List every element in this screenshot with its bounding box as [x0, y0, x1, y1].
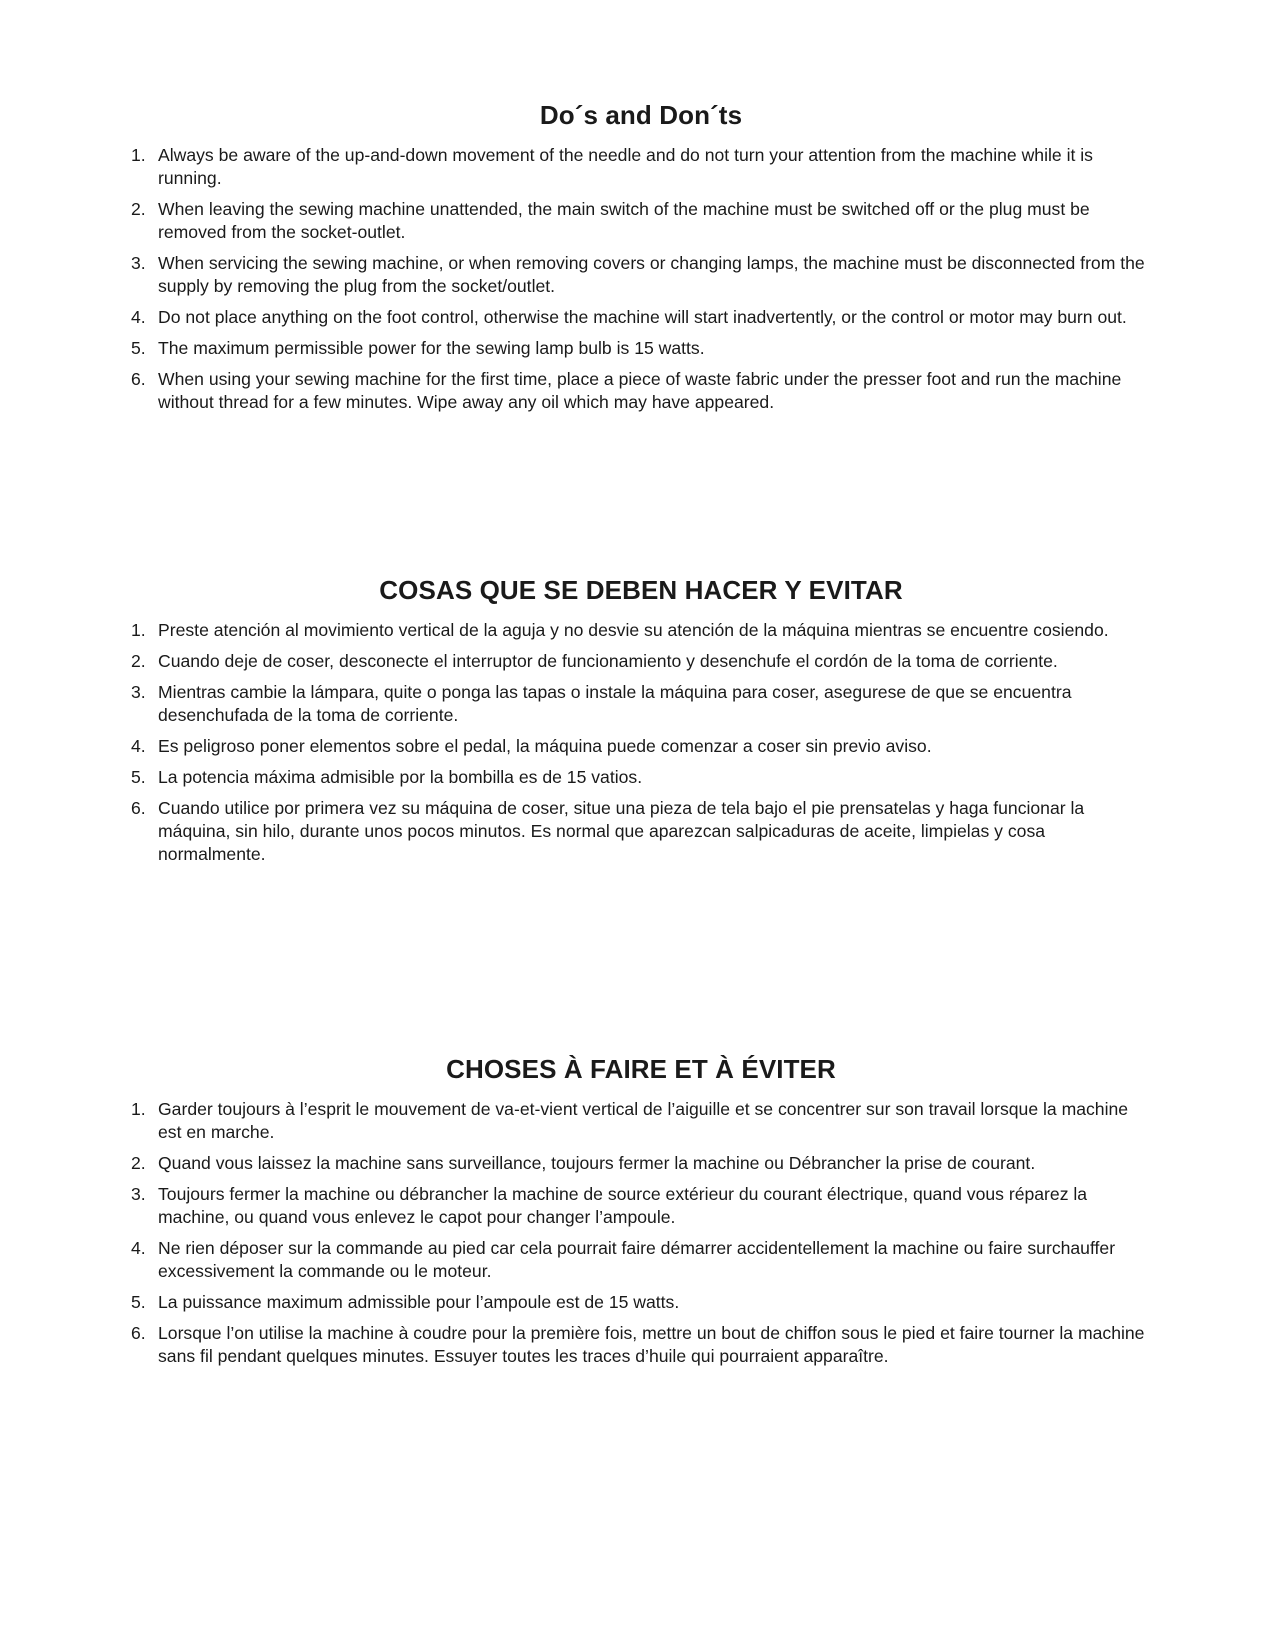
- list-item: [131, 306, 1151, 329]
- item-text: When leaving the sewing machine unattended, the main switch of the machine must be switched off or the plug must be removed from the socket-outlet.: [158, 199, 1090, 242]
- item-number: 5.: [131, 338, 146, 358]
- list-item: [131, 797, 1151, 866]
- item-text: When servicing the sewing machine, or when removing covers or changing lamps, the machine must be disconnected from the supply by removing the plug from the socket/outlet.: [158, 253, 1145, 296]
- item-list: [131, 144, 1151, 414]
- item-text: La puissance maximum admissible pour l’ampoule est de 15 watts.: [158, 1292, 680, 1312]
- list-item: [131, 1322, 1151, 1368]
- item-number: 6.: [131, 798, 146, 818]
- list-item: [131, 1237, 1151, 1283]
- item-text: Cuando utilice por primera vez su máquina de coser, situe una pieza de tela bajo el pie prensatelas y haga funcionar la máquina, sin hilo, durante unos pocos minutos. Es normal que aparezcan salpicaduras de aceite, limpielas y cosa normalmente.: [158, 798, 1085, 864]
- list-item: [131, 1183, 1151, 1229]
- item-text: Quand vous laissez la machine sans surveillance, toujours fermer la machine ou Débrancher la prise de courant.: [158, 1153, 1036, 1173]
- item-text: Preste atención al movimiento vertical de la aguja y no desvie su atención de la máquina mientras se encuentre cosiendo.: [158, 620, 1109, 640]
- section-title: Do´s and Don´ts: [539, 100, 743, 130]
- item-number: 3.: [131, 253, 146, 273]
- list-item: [131, 1152, 1151, 1175]
- section-english: [131, 98, 1151, 422]
- item-number: 2.: [131, 651, 146, 671]
- list-item: [131, 368, 1151, 414]
- item-number: 3.: [131, 1184, 146, 1204]
- list-item: [131, 144, 1151, 190]
- item-number: 6.: [131, 369, 146, 389]
- item-text: Ne rien déposer sur la commande au pied car cela pourrait faire démarrer accidentellement la machine ou faire surchauffer excessivement la commande ou le moteur.: [158, 1238, 1116, 1281]
- item-number: 1.: [131, 145, 146, 165]
- list-item: [131, 735, 1151, 758]
- list-item: [131, 337, 1151, 360]
- item-number: 2.: [131, 1153, 146, 1173]
- item-list: [131, 1098, 1151, 1368]
- item-text: Lorsque l’on utilise la machine à coudre pour la première fois, mettre un bout de chiffon sous le pied et faire tourner la machine sans fil pendant quelques minutes. Essuyer toutes les traces d’huile qui pourraient apparaître.: [158, 1323, 1145, 1366]
- item-number: 4.: [131, 1238, 146, 1258]
- item-number: 3.: [131, 682, 146, 702]
- list-item: [131, 1098, 1151, 1144]
- list-item: [131, 681, 1151, 727]
- item-list: [131, 619, 1151, 866]
- list-item: [131, 619, 1151, 642]
- item-text: When using your sewing machine for the first time, place a piece of waste fabric under the presser foot and run the machine without thread for a few minutes. Wipe away any oil which may have appeared.: [158, 369, 1122, 412]
- section-title: COSAS QUE SE DEBEN HACER Y EVITAR: [379, 575, 903, 605]
- section-title: CHOSES À FAIRE ET À ÉVITER: [446, 1054, 836, 1084]
- list-item: [131, 252, 1151, 298]
- section-spanish: [131, 573, 1151, 874]
- item-number: 5.: [131, 1292, 146, 1312]
- item-number: 4.: [131, 736, 146, 756]
- item-number: 4.: [131, 307, 146, 327]
- item-text: Cuando deje de coser, desconecte el interruptor de funcionamiento y desenchufe el cordón de la toma de corriente.: [158, 651, 1058, 671]
- item-number: 2.: [131, 199, 146, 219]
- item-text: The maximum permissible power for the sewing lamp bulb is 15 watts.: [158, 338, 705, 358]
- item-text: Always be aware of the up-and-down movement of the needle and do not turn your attention from the machine while it is running.: [158, 145, 1093, 188]
- list-item: [131, 650, 1151, 673]
- item-number: 5.: [131, 767, 146, 787]
- list-item: [131, 1291, 1151, 1314]
- item-text: Toujours fermer la machine ou débrancher la machine de source extérieur du courant électrique, quand vous réparez la machine, ou quand vous enlevez le capot pour changer l’ampoule.: [158, 1184, 1088, 1227]
- item-number: 6.: [131, 1323, 146, 1343]
- list-item: [131, 766, 1151, 789]
- item-text: Garder toujours à l’esprit le mouvement de va-et-vient vertical de l’aiguille et se concentrer sur son travail lorsque la machine est en marche.: [158, 1099, 1129, 1142]
- item-text: Mientras cambie la lámpara, quite o ponga las tapas o instale la máquina para coser, asegurese de que se encuentra desenchufada de la toma de corriente.: [158, 682, 1072, 725]
- section-french: [131, 1052, 1151, 1376]
- list-item: [131, 198, 1151, 244]
- item-number: 1.: [131, 620, 146, 640]
- item-text: Es peligroso poner elementos sobre el pedal, la máquina puede comenzar a coser sin previo aviso.: [158, 736, 932, 756]
- item-text: Do not place anything on the foot control, otherwise the machine will start inadvertently, or the control or motor may burn out.: [158, 307, 1127, 327]
- item-text: La potencia máxima admisible por la bombilla es de 15 vatios.: [158, 767, 643, 787]
- item-number: 1.: [131, 1099, 146, 1119]
